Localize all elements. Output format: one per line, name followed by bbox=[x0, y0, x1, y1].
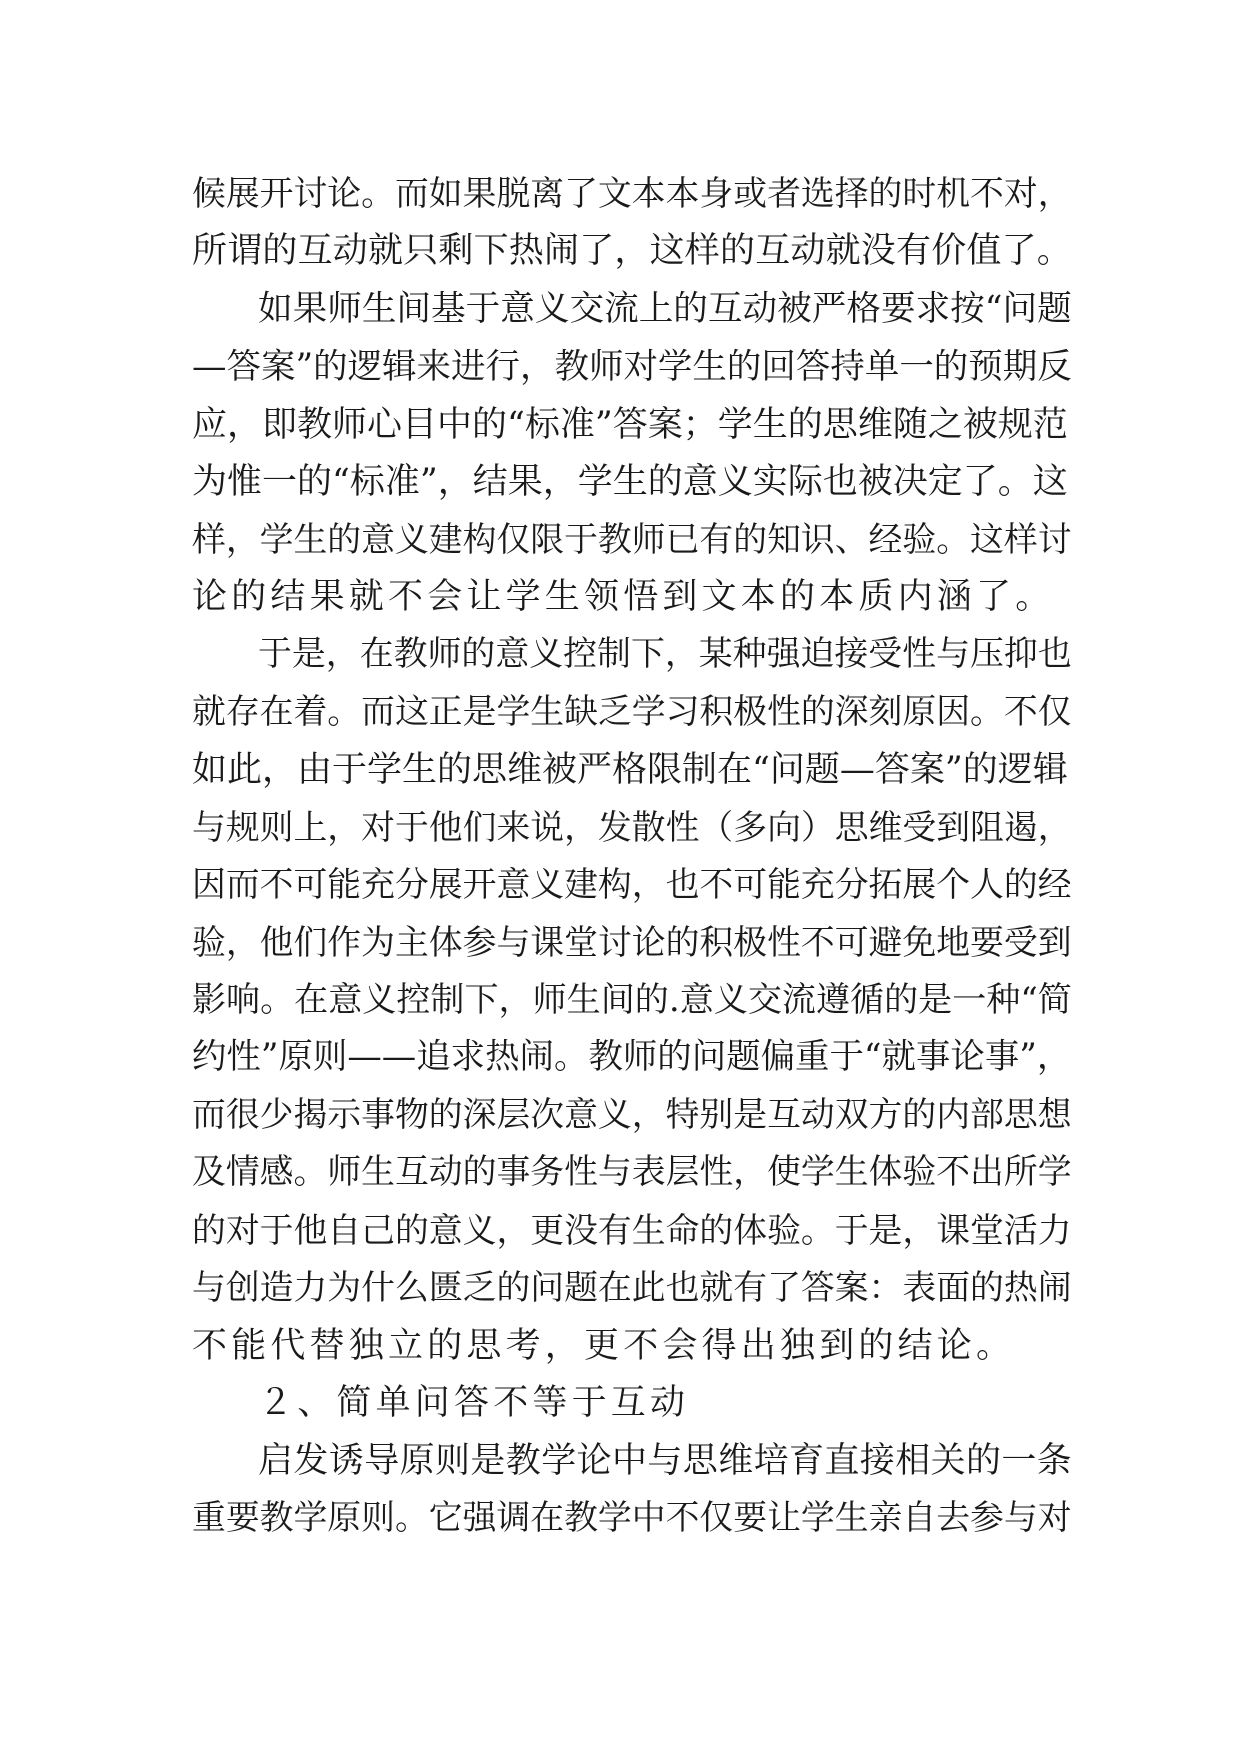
text-line: 验，他们作为主体参与课堂讨论的积极性不可避免地要受到 bbox=[192, 923, 1072, 962]
text-line: 及情感。师生互动的事务性与表层性，使学生体验不出所学 bbox=[192, 1152, 1072, 1191]
text-line: 的对于他自己的意义，更没有生命的体验。于是，课堂活力 bbox=[192, 1211, 1072, 1250]
text-line: 重要教学原则。它强调在教学中不仅要让学生亲自去参与对 bbox=[192, 1498, 1072, 1537]
text-line: 候展开讨论。而如果脱离了文本本身或者选择的时机不对， bbox=[192, 174, 1072, 213]
text-line: 应，即教师心目中的“标准”答案；学生的思维随之被规范 bbox=[192, 405, 1068, 445]
text-line: 为惟一的“标准”，结果，学生的意义实际也被决定了。这 bbox=[192, 462, 1068, 502]
text-line: 论的结果就不会让学生领悟到文本的本质内涵了。 bbox=[192, 577, 1055, 617]
text-line: 因而不可能充分展开意义建构，也不可能充分拓展个人的经 bbox=[192, 865, 1072, 904]
text-line: 不能代替独立的思考，更不会得出独到的结论。 bbox=[192, 1326, 1016, 1366]
text-line: 如此，由于学生的思维被严格限制在“问题—答案”的逻辑 bbox=[192, 750, 1068, 790]
text-line: 所谓的互动就只剩下热闹了，这样的互动就没有价值了。 bbox=[192, 231, 1073, 271]
text-line: 与创造力为什么匮乏的问题在此也就有了答案：表面的热闹 bbox=[192, 1268, 1072, 1307]
paragraph-first-line: 启发诱导原则是教学论中与思维培育直接相关的一条 bbox=[258, 1441, 1073, 1481]
text-line: 而很少揭示事物的深层次意义，特别是互动双方的内部思想 bbox=[192, 1095, 1072, 1134]
text-line: 与规则上，对于他们来说，发散性（多向）思维受到阻遏， bbox=[192, 808, 1072, 847]
text-line: 约性”原则——追求热闹。教师的问题偏重于“就事论事”， bbox=[192, 1037, 1072, 1077]
text-line: 样，学生的意义建构仅限于教师已有的知识、经验。这样讨 bbox=[192, 520, 1072, 559]
text-line: —答案”的逻辑来进行，教师对学生的回答持单一的预期反 bbox=[192, 347, 1072, 387]
paragraph-first-line: 如果师生间基于意义交流上的互动被严格要求按“问题 bbox=[258, 289, 1072, 329]
text-line: 就存在着。而这正是学生缺乏学习积极性的深刻原因。不仅 bbox=[192, 692, 1072, 731]
text-line: 影响。在意义控制下，师生间的.意义交流遵循的是一种“简 bbox=[192, 980, 1072, 1020]
paragraph-first-line: 于是，在教师的意义控制下，某种强迫接受性与压抑也 bbox=[258, 634, 1072, 673]
section-heading: ２、简单问答不等于互动 bbox=[258, 1383, 690, 1423]
